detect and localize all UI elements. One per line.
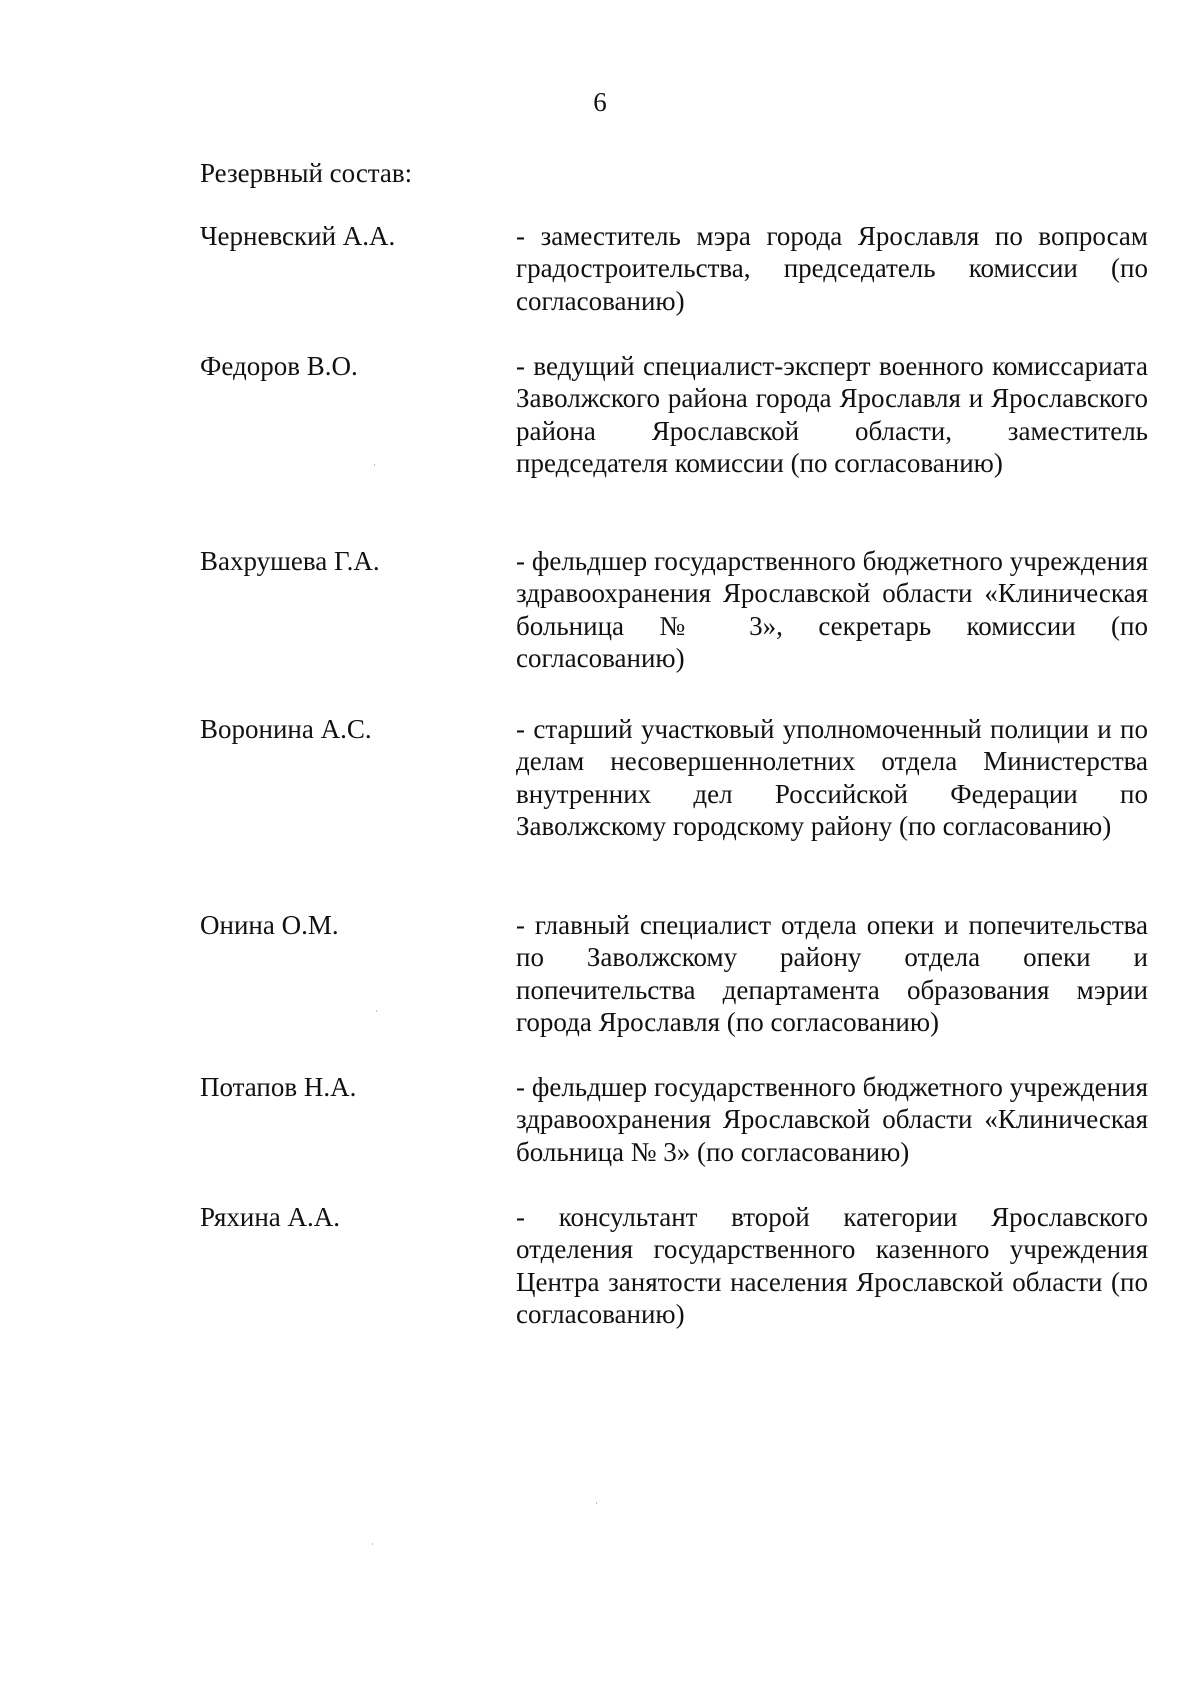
member-name: Федоров В.О. — [200, 351, 358, 381]
scan-speck — [376, 1010, 377, 1012]
scan-speck — [374, 464, 375, 466]
member-name: Потапов Н.А. — [200, 1072, 357, 1102]
member-name: Вахрушева Г.А. — [200, 546, 380, 576]
member-description: - ведущий специалист-эксперт военного комиссариата Заволжского района города Ярославля и Ярославского района Ярославской области, заместитель председателя комиссии (по согласованию) — [516, 351, 1148, 479]
member-name: Черневский А.А. — [200, 221, 396, 251]
member-description: - заместитель мэра города Ярославля по вопросам градостроительства, председатель комиссии (по согласованию) — [516, 221, 1148, 316]
member-description: - фельдшер государственного бюджетного учреждения здравоохранения Ярославской области «Клиническая больница № 3» (по согласованию) — [516, 1072, 1148, 1167]
member-name: Ряхина А.А. — [200, 1202, 341, 1232]
page-number: 6 — [593, 87, 607, 117]
member-name: Онина О.М. — [200, 910, 339, 940]
scan-speck — [372, 1543, 373, 1545]
member-description: - главный специалист отдела опеки и попечительства по Заволжскому району отдела опеки и попечительства департамента образования мэрии города Ярославля (по согласованию) — [516, 910, 1148, 1038]
section-title: Резервный состав: — [200, 158, 413, 188]
member-description: - старший участковый уполномоченный полиции и по делам несовершеннолетних отдела Министерства внутренних дел Российской Федерации по Заволжскому городскому району (по согласованию) — [516, 714, 1148, 842]
scan-speck — [596, 1502, 597, 1504]
member-description: - консультант второй категории Ярославского отделения государственного казенного учреждения Центра занятости населения Ярославской области (по согласованию) — [516, 1202, 1148, 1330]
member-name: Воронина А.С. — [200, 714, 372, 744]
member-description: - фельдшер государственного бюджетного учреждения здравоохранения Ярославской области «Клиническая больница № 3», секретарь комиссии (по согласованию) — [516, 546, 1148, 674]
